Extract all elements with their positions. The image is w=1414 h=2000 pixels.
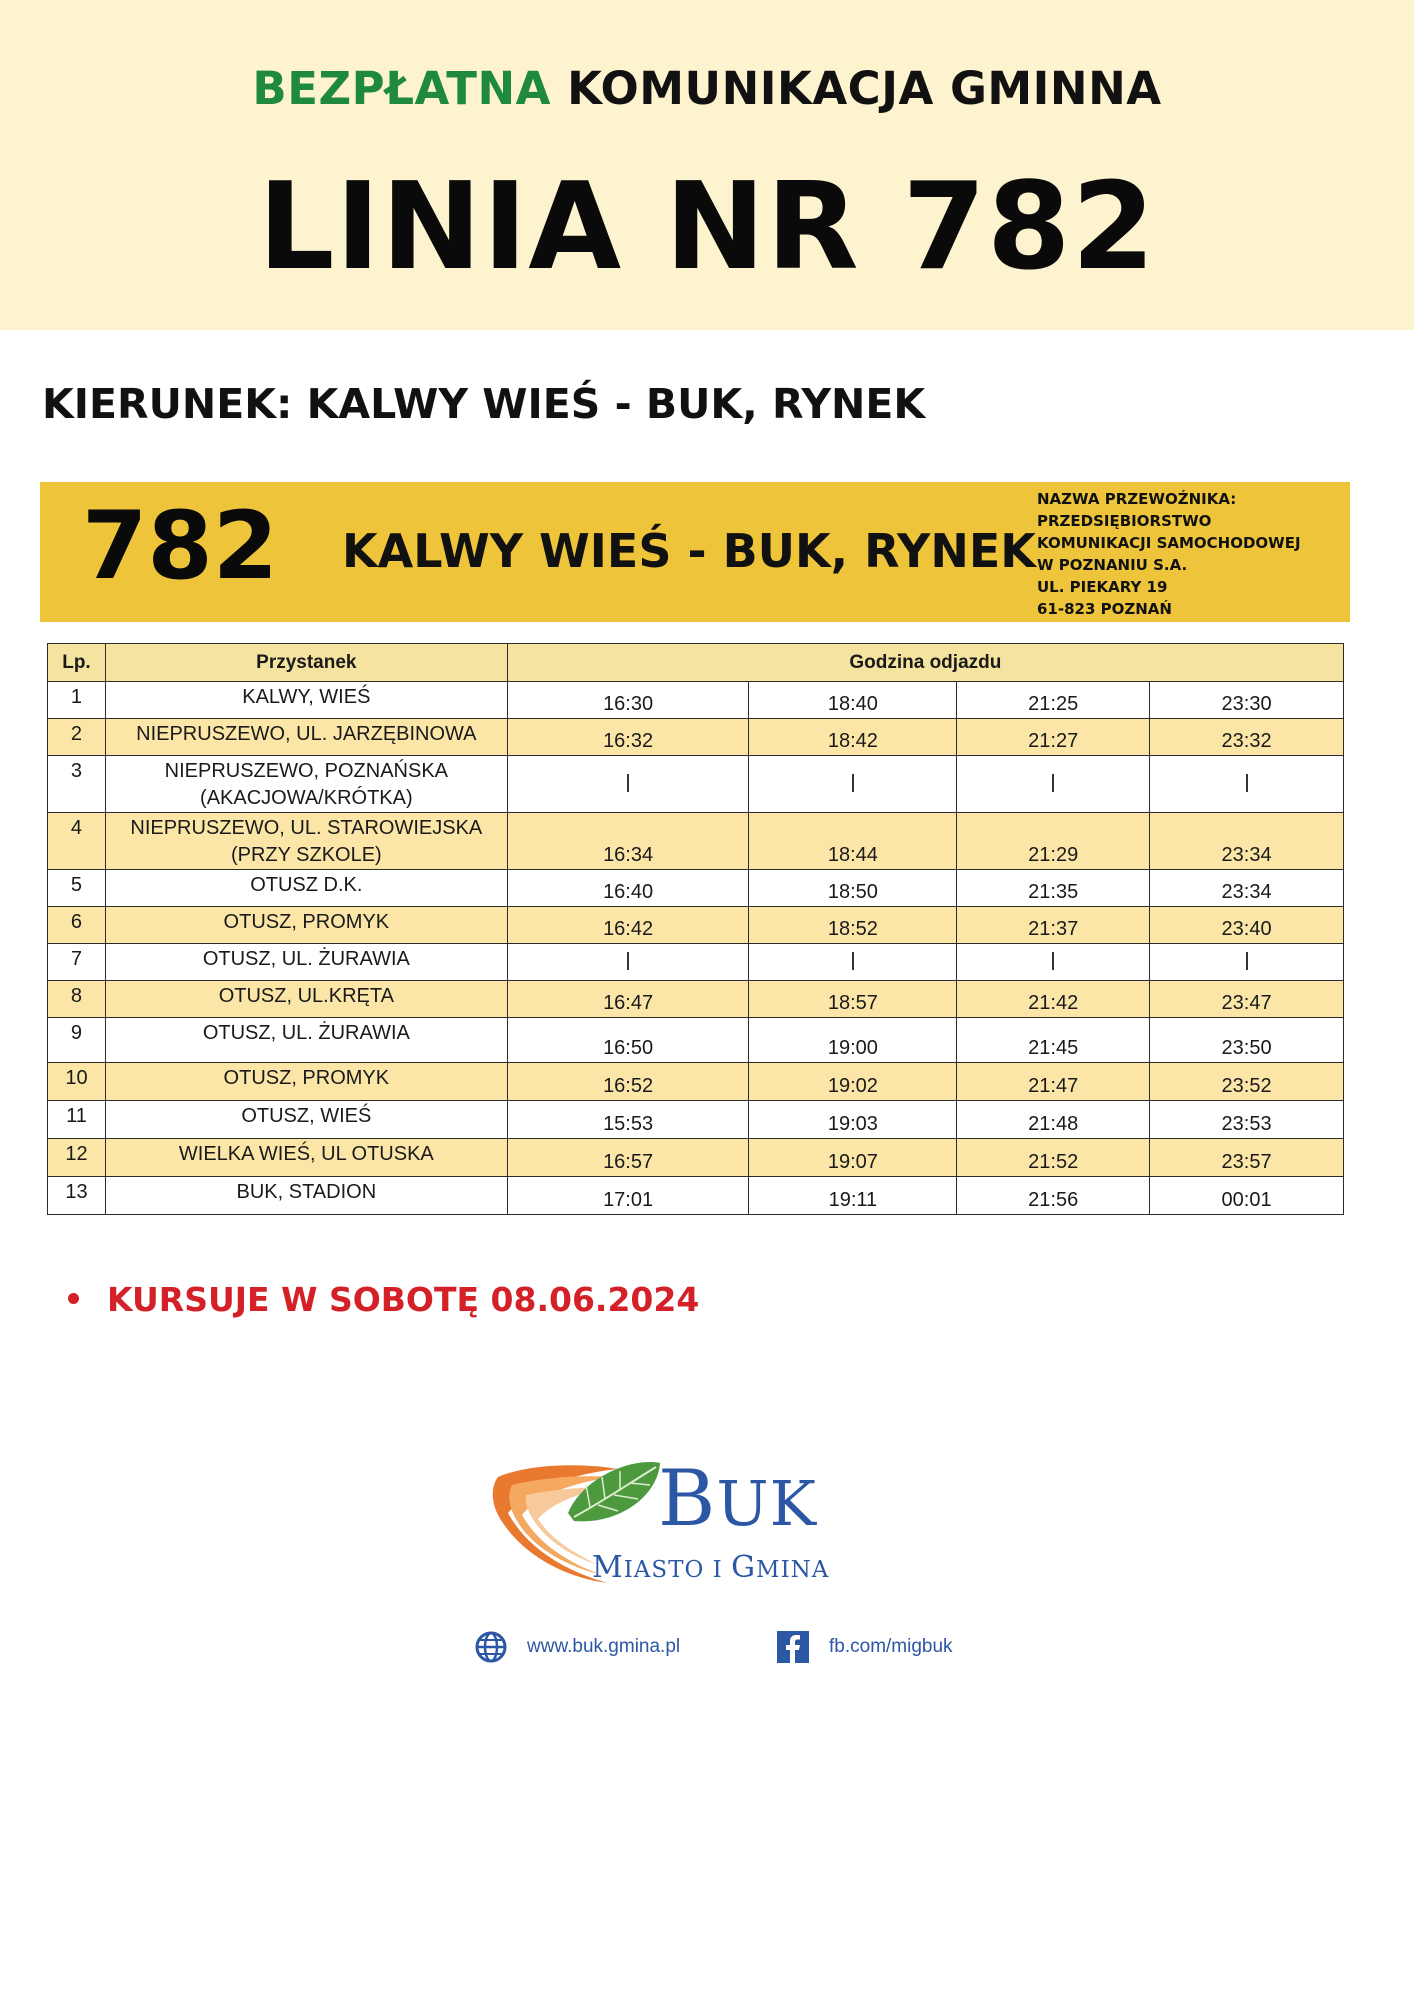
logo-subtitle <box>592 1550 829 1585</box>
departure-time: 21:45 <box>957 1018 1150 1063</box>
table-row <box>48 1139 1344 1177</box>
row-number: 1 <box>48 682 106 719</box>
service-note <box>68 1280 699 1319</box>
row-number: 9 <box>48 1018 106 1063</box>
departure-time: 21:52 <box>957 1139 1150 1177</box>
departure-time: 15:53 <box>507 1101 749 1139</box>
departure-time: 23:34 <box>1150 870 1344 907</box>
stop-name-line: (PRZY SZKOLE) <box>230 844 382 866</box>
row-number: 7 <box>48 944 106 981</box>
departure-time: 19:00 <box>749 1018 957 1063</box>
header-lp: Lp. <box>48 644 106 682</box>
departure-time: 21:29 <box>957 813 1150 870</box>
pass-through-marker <box>507 944 749 981</box>
table-row <box>48 944 1344 981</box>
departure-time: 16:32 <box>507 719 749 756</box>
logo-brand <box>658 1454 817 1544</box>
departure-time: 16:34 <box>507 813 749 870</box>
stop-name-line: NIEPRUSZEWO, POZNAŃSKA <box>164 760 449 782</box>
row-number: 6 <box>48 907 106 944</box>
stop-name-line: NIEPRUSZEWO, UL. JARZĘBINOWA <box>136 723 477 745</box>
departure-time: 23:52 <box>1150 1063 1344 1101</box>
buk-logo <box>490 1455 890 1595</box>
stop-name <box>105 1177 507 1215</box>
table-header-row <box>48 644 1344 682</box>
pass-through-icon <box>627 952 629 970</box>
pass-through-icon <box>852 774 854 792</box>
stop-name <box>105 682 507 719</box>
table-row <box>48 981 1344 1018</box>
departure-time: 21:56 <box>957 1177 1150 1215</box>
line-title: LINIA NR 782 <box>258 158 1156 297</box>
logo-sub-part: G <box>731 1550 757 1585</box>
departure-time: 23:34 <box>1150 813 1344 870</box>
route-name: KALWY WIEŚ - BUK, RYNEK <box>342 524 1036 578</box>
route-bar <box>40 482 1350 622</box>
stop-name-line: BUK, STADION <box>236 1181 377 1203</box>
departure-time: 21:35 <box>957 870 1150 907</box>
table-row <box>48 1101 1344 1139</box>
globe-icon <box>474 1630 508 1664</box>
stop-name-line: OTUSZ, PROMYK <box>223 911 390 933</box>
carrier-line: NAZWA PRZEWOŹNIKA: <box>1037 490 1237 508</box>
carrier-line: 61-823 POZNAŃ <box>1037 600 1172 618</box>
departure-time: 21:27 <box>957 719 1150 756</box>
stop-name-line: (AKACJOWA/KRÓTKA) <box>200 787 413 809</box>
row-number: 11 <box>48 1101 106 1139</box>
stop-name <box>105 944 507 981</box>
header-stop: Przystanek <box>105 644 507 682</box>
website-link[interactable]: www.buk.gmina.pl <box>527 1636 681 1657</box>
departure-time: 16:57 <box>507 1139 749 1177</box>
carrier-line: KOMUNIKACJI SAMOCHODOWEJ <box>1037 534 1301 552</box>
stop-name-line: OTUSZ, UL. ŻURAWIA <box>202 948 410 970</box>
stop-name <box>105 981 507 1018</box>
logo-sub-part: M <box>592 1550 624 1585</box>
table-row <box>48 756 1344 813</box>
departure-time: 16:30 <box>507 682 749 719</box>
stop-name <box>105 907 507 944</box>
departure-time: 00:01 <box>1150 1177 1344 1215</box>
logo-sub-part: MINA <box>756 1557 830 1583</box>
header-title-free: BEZPŁATNA <box>252 62 551 115</box>
pass-through-marker <box>749 944 957 981</box>
row-number: 12 <box>48 1139 106 1177</box>
departure-time: 21:42 <box>957 981 1150 1018</box>
stop-name <box>105 1063 507 1101</box>
carrier-line: PRZEDSIĘBIORSTWO <box>1037 512 1212 530</box>
departure-time: 16:40 <box>507 870 749 907</box>
stop-name <box>105 1018 507 1063</box>
logo-brand-rest: UK <box>716 1467 817 1540</box>
row-number: 3 <box>48 756 106 813</box>
stop-name-line: NIEPRUSZEWO, UL. STAROWIEJSKA <box>130 817 483 839</box>
row-number: 5 <box>48 870 106 907</box>
service-note-text: KURSUJE W SOBOTĘ 08.06.2024 <box>107 1280 700 1319</box>
departure-time: 16:47 <box>507 981 749 1018</box>
direction-heading: KIERUNEK: KALWY WIEŚ - BUK, RYNEK <box>42 380 926 428</box>
pass-through-marker <box>749 756 957 813</box>
table-row <box>48 870 1344 907</box>
facebook-link[interactable]: fb.com/migbuk <box>829 1636 953 1657</box>
stop-name <box>105 1139 507 1177</box>
pass-through-icon <box>627 774 629 792</box>
stop-name <box>105 1101 507 1139</box>
stop-name-line: OTUSZ, UL.KRĘTA <box>218 985 394 1007</box>
departure-time: 18:42 <box>749 719 957 756</box>
row-number: 13 <box>48 1177 106 1215</box>
departure-time: 23:47 <box>1150 981 1344 1018</box>
pass-through-marker <box>1150 756 1344 813</box>
departure-time: 16:42 <box>507 907 749 944</box>
logo-brand-first: B <box>658 1454 717 1544</box>
pass-through-marker <box>1150 944 1344 981</box>
pass-through-icon <box>1052 774 1054 792</box>
pass-through-icon <box>1246 774 1248 792</box>
departure-time: 16:52 <box>507 1063 749 1101</box>
table-row <box>48 1018 1344 1063</box>
row-number: 8 <box>48 981 106 1018</box>
departure-time: 23:40 <box>1150 907 1344 944</box>
table-row <box>48 1063 1344 1101</box>
stop-name <box>105 756 507 813</box>
stop-name-line: OTUSZ, UL. ŻURAWIA <box>202 1022 410 1044</box>
logo-sub-part: IASTO I <box>623 1557 732 1583</box>
departure-time: 19:07 <box>749 1139 957 1177</box>
table-row <box>48 682 1344 719</box>
row-number: 10 <box>48 1063 106 1101</box>
departure-time: 19:11 <box>749 1177 957 1215</box>
departure-time: 23:57 <box>1150 1139 1344 1177</box>
carrier-line: W POZNANIU S.A. <box>1037 556 1188 574</box>
bullet-icon <box>68 1293 79 1304</box>
stop-name-line: OTUSZ, WIEŚ <box>241 1105 372 1127</box>
departure-time: 21:25 <box>957 682 1150 719</box>
table-row <box>48 1177 1344 1215</box>
row-number: 4 <box>48 813 106 870</box>
departure-time: 17:01 <box>507 1177 749 1215</box>
stop-name-line: KALWY, WIEŚ <box>242 686 371 708</box>
header-title <box>0 62 1414 115</box>
carrier-info <box>1037 488 1337 620</box>
departure-time: 23:50 <box>1150 1018 1344 1063</box>
table-row <box>48 907 1344 944</box>
carrier-line: UL. PIEKARY 19 <box>1037 578 1168 596</box>
departure-time: 23:30 <box>1150 682 1344 719</box>
pass-through-marker <box>507 756 749 813</box>
departure-time: 23:53 <box>1150 1101 1344 1139</box>
facebook-icon <box>776 1630 810 1664</box>
table-row <box>48 719 1344 756</box>
stop-name <box>105 870 507 907</box>
stop-name <box>105 813 507 870</box>
departure-time: 18:44 <box>749 813 957 870</box>
departure-time: 21:48 <box>957 1101 1150 1139</box>
departure-time: 19:03 <box>749 1101 957 1139</box>
departure-time: 18:57 <box>749 981 957 1018</box>
stop-name-line: WIELKA WIEŚ, UL OTUSKA <box>178 1143 434 1165</box>
pass-through-icon <box>1052 952 1054 970</box>
departure-time: 21:47 <box>957 1063 1150 1101</box>
pass-through-icon <box>852 952 854 970</box>
departure-time: 21:37 <box>957 907 1150 944</box>
route-number: 782 <box>82 492 279 601</box>
departure-time: 19:02 <box>749 1063 957 1101</box>
departure-time: 18:40 <box>749 682 957 719</box>
timetable-body <box>48 682 1344 1215</box>
departure-time: 23:32 <box>1150 719 1344 756</box>
table-row <box>48 813 1344 870</box>
pass-through-marker <box>957 756 1150 813</box>
row-number: 2 <box>48 719 106 756</box>
pass-through-icon <box>1246 952 1248 970</box>
stop-name <box>105 719 507 756</box>
pass-through-marker <box>957 944 1150 981</box>
header-departure-time: Godzina odjazdu <box>507 644 1343 682</box>
stop-name-line: OTUSZ, PROMYK <box>223 1067 390 1089</box>
stop-name-line: OTUSZ D.K. <box>250 874 363 896</box>
header-title-rest: KOMUNIKACJA GMINNA <box>567 62 1162 115</box>
departure-time: 16:50 <box>507 1018 749 1063</box>
timetable <box>47 643 1344 1215</box>
departure-time: 18:50 <box>749 870 957 907</box>
departure-time: 18:52 <box>749 907 957 944</box>
